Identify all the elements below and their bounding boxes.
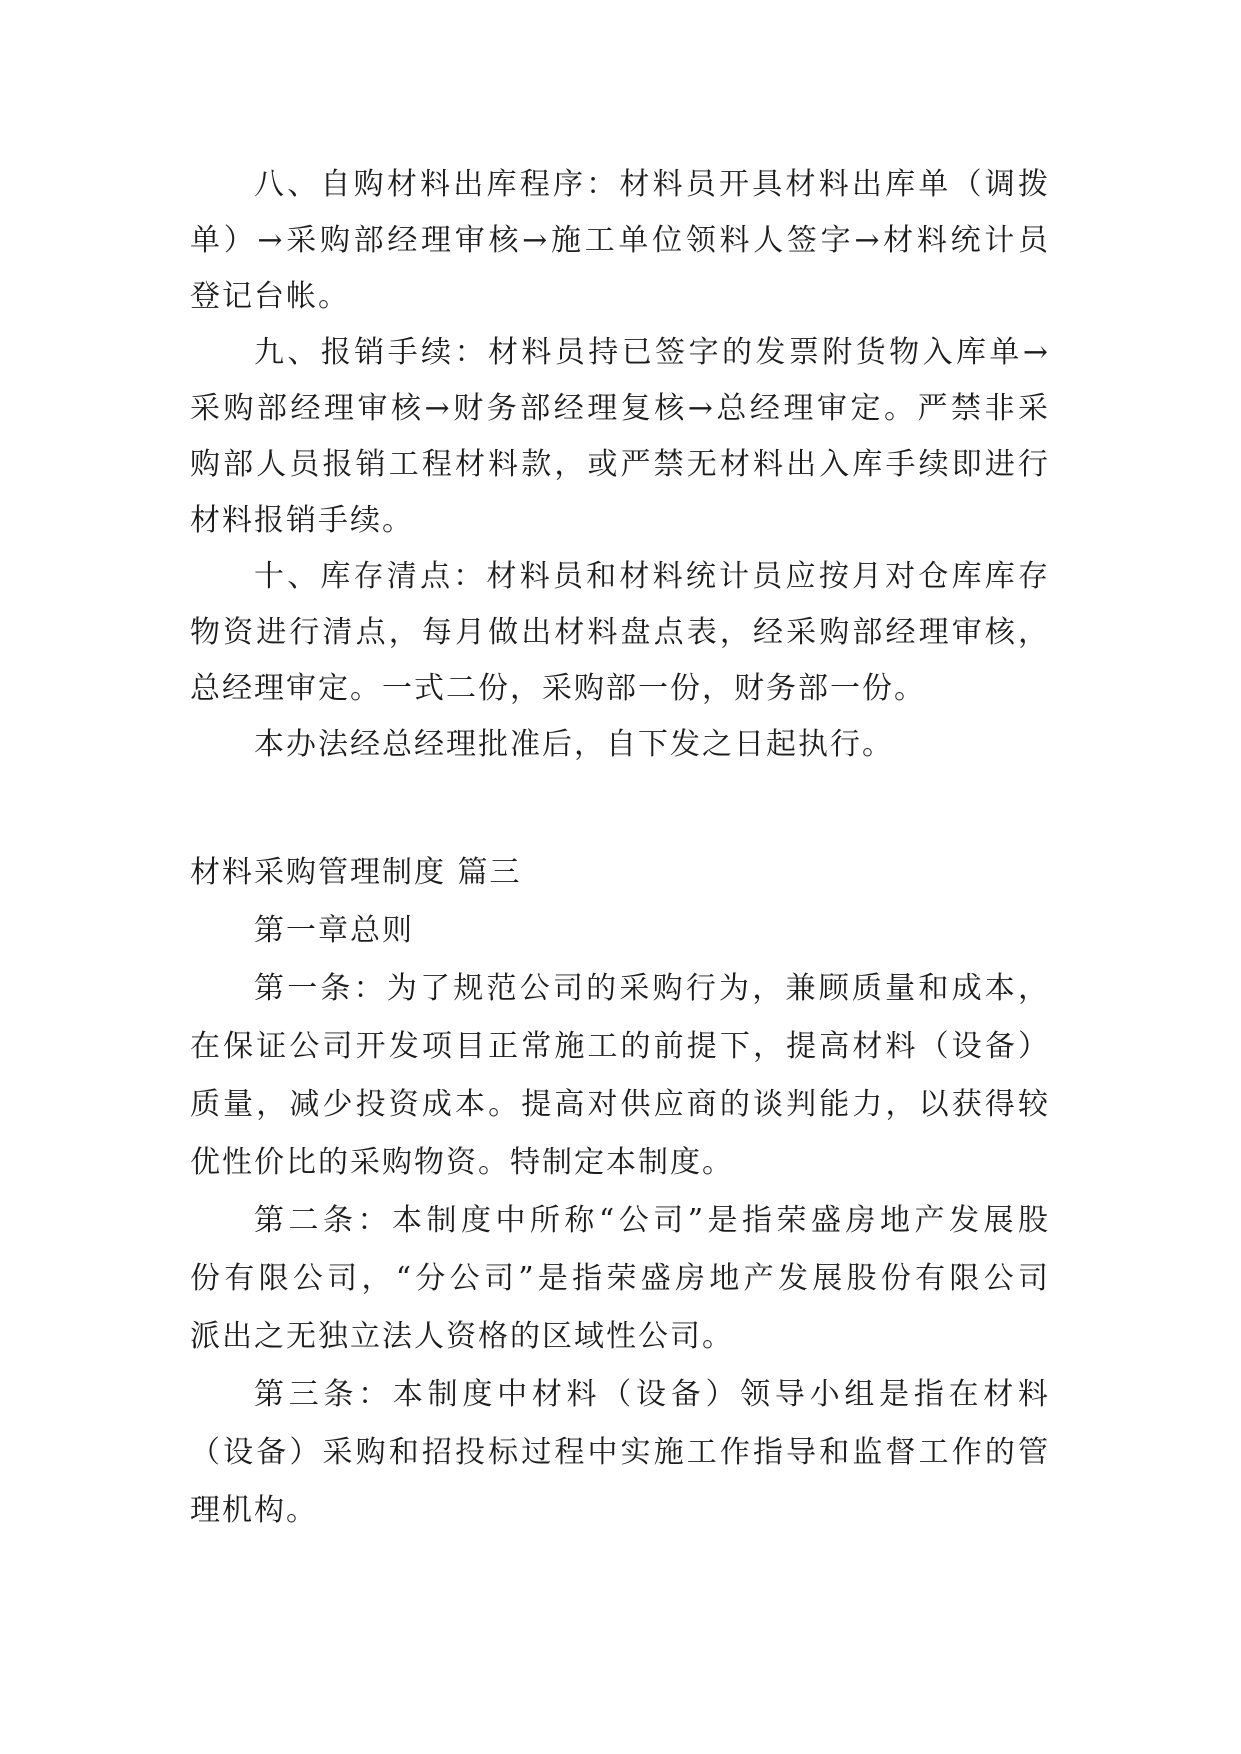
article-3-line-3: 理机构。 bbox=[190, 1493, 318, 1528]
section-title: 材料采购管理制度 篇三 bbox=[190, 855, 522, 890]
article-3-line-1: 第三条：本制度中材料（设备）领导小组是指在材料 bbox=[254, 1377, 1050, 1412]
paragraph-9-line-2: 采购部经理审核→财务部经理复核→总经理审定。严禁非采 bbox=[190, 391, 1050, 426]
article-1-line-4: 优性价比的采购物资。特制定本制度。 bbox=[190, 1145, 734, 1180]
paragraph-9-line-3: 购部人员报销工程材料款，或严禁无材料出入库手续即进行 bbox=[190, 447, 1050, 482]
paragraph-8-line-2: 单）→采购部经理审核→施工单位领料人签字→材料统计员 bbox=[190, 223, 1050, 258]
article-2-line-3: 派出之无独立法人资格的区域性公司。 bbox=[190, 1319, 734, 1354]
paragraph-8-line-3: 登记台帐。 bbox=[190, 279, 350, 314]
article-3-line-2: （设备）采购和招投标过程中实施工作指导和监督工作的管 bbox=[190, 1435, 1050, 1470]
article-2-line-2: 份有限公司，“分公司”是指荣盛房地产发展股份有限公司 bbox=[190, 1261, 1050, 1296]
paragraph-9-line-4: 材料报销手续。 bbox=[190, 503, 414, 538]
article-1-line-3: 质量，减少投资成本。提高对供应商的谈判能力，以获得较 bbox=[190, 1087, 1050, 1122]
paragraph-10-line-2: 物资进行清点，每月做出材料盘点表，经采购部经理审核， bbox=[190, 615, 1050, 650]
paragraph-10-line-3: 总经理审定。一式二份，采购部一份，财务部一份。 bbox=[190, 671, 926, 706]
article-1-line-2: 在保证公司开发项目正常施工的前提下，提高材料（设备） bbox=[190, 1029, 1050, 1064]
closing-paragraph: 本办法经总经理批准后，自下发之日起执行。 bbox=[254, 727, 894, 762]
paragraph-8-line-1: 八、自购材料出库程序：材料员开具材料出库单（调拨 bbox=[254, 167, 1050, 202]
paragraph-10-line-1: 十、库存清点：材料员和材料统计员应按月对仓库库存 bbox=[254, 559, 1050, 594]
article-1-line-1: 第一条：为了规范公司的采购行为，兼顾质量和成本， bbox=[254, 971, 1050, 1006]
article-2-line-1: 第二条：本制度中所称“公司”是指荣盛房地产发展股 bbox=[254, 1203, 1050, 1238]
paragraph-9-line-1: 九、报销手续：材料员持已签字的发票附货物入库单→ bbox=[254, 335, 1050, 370]
chapter-title: 第一章总则 bbox=[254, 913, 414, 948]
